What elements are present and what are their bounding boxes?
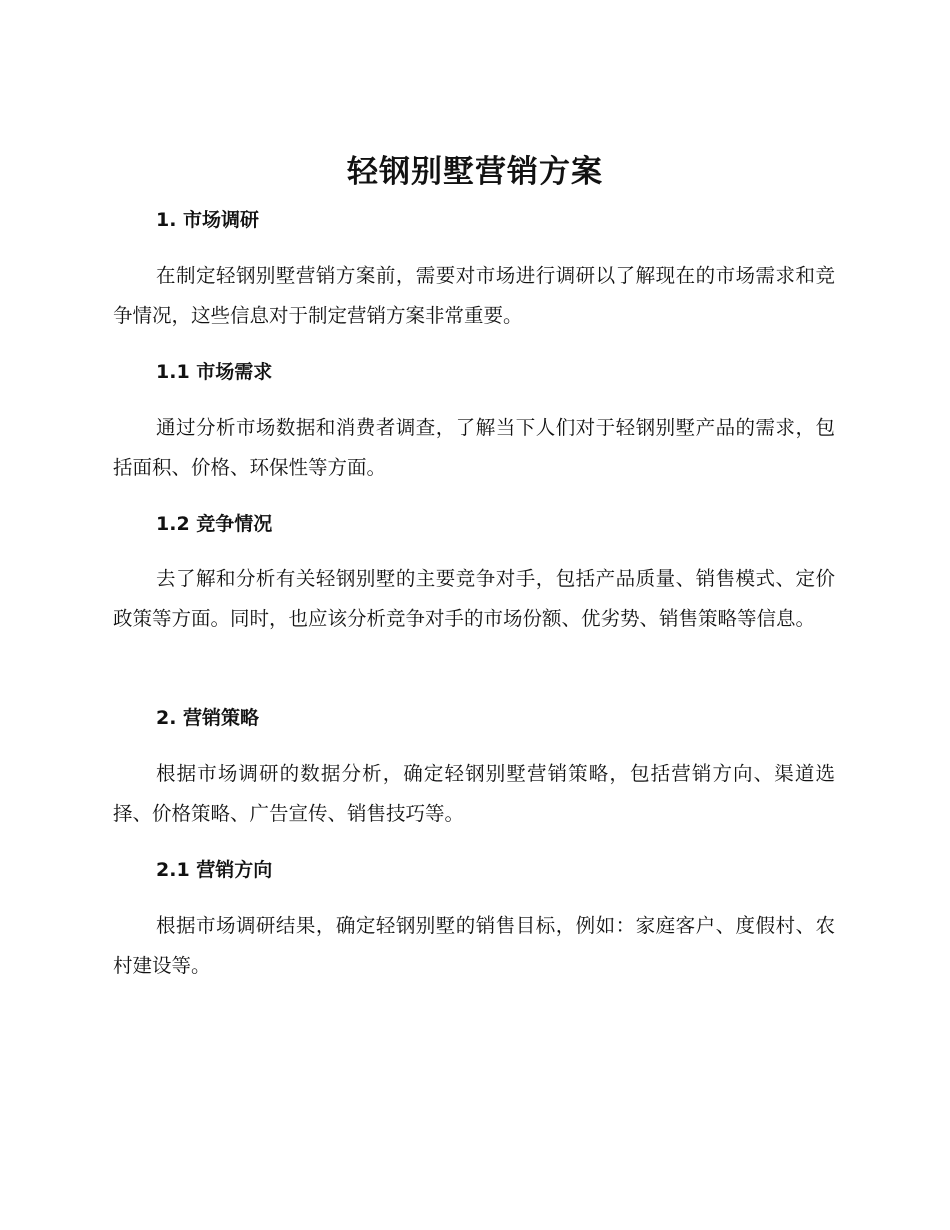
section-heading-marketing-strategy: 2. 营销策略 bbox=[156, 707, 260, 729]
section-paragraph-marketing-strategy: 根据市场调研的数据分析，确定轻钢别墅营销策略，包括营销方向、渠道选择、价格策略、广告宣传、销售技巧等。 bbox=[113, 762, 835, 825]
section-heading-marketing-direction: 2.1 营销方向 bbox=[156, 859, 273, 881]
document-title: 轻钢别墅营销方案 bbox=[347, 154, 603, 190]
section-paragraph-market-demand: 通过分析市场数据和消费者调查，了解当下人们对于轻钢别墅产品的需求，包括面积、价格、环保性等方面。 bbox=[113, 416, 835, 479]
section-paragraph-competition: 去了解和分析有关轻钢别墅的主要竞争对手，包括产品质量、销售模式、定价政策等方面。同时，也应该分析竞争对手的市场份额、优劣势、销售策略等信息。 bbox=[113, 567, 835, 630]
section-paragraph-market-research: 在制定轻钢别墅营销方案前，需要对市场进行调研以了解现在的市场需求和竞争情况，这些信息对于制定营销方案非常重要。 bbox=[113, 264, 835, 327]
section-heading-market-research: 1. 市场调研 bbox=[156, 209, 260, 231]
section-paragraph-marketing-direction: 根据市场调研结果，确定轻钢别墅的销售目标，例如：家庭客户、度假村、农村建设等。 bbox=[113, 914, 835, 977]
section-heading-competition: 1.2 竞争情况 bbox=[156, 513, 273, 535]
section-heading-market-demand: 1.1 市场需求 bbox=[156, 361, 273, 383]
